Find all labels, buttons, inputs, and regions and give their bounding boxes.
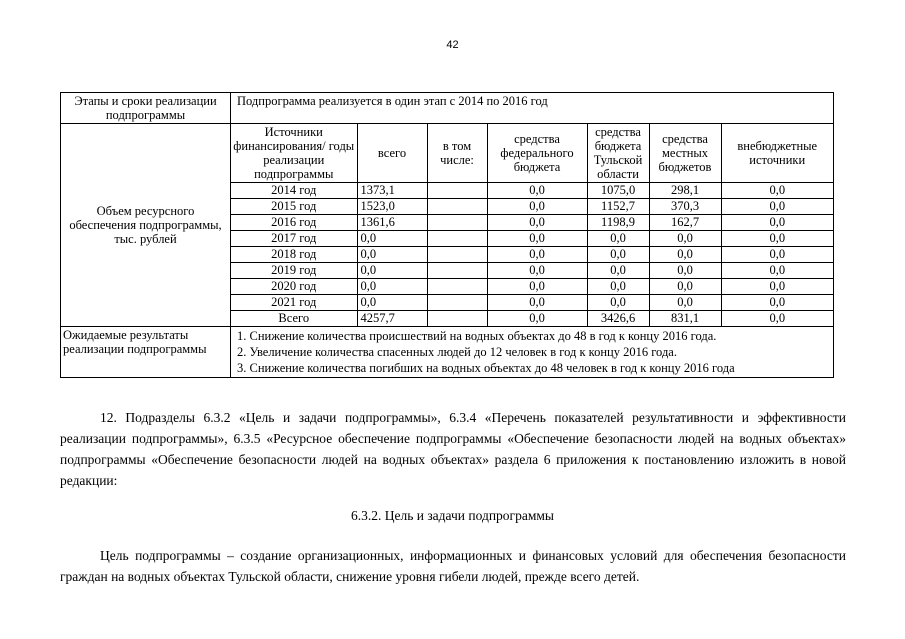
financing-row	[231, 199, 833, 215]
row-year: Всего	[231, 311, 357, 327]
stages-label: Этапы и сроки реализации подпрограммы	[61, 93, 231, 124]
row-regional: 0,0	[587, 279, 649, 295]
row-total: 0,0	[357, 247, 427, 263]
financing-row	[231, 231, 833, 247]
row-including	[427, 263, 487, 279]
stages-row	[61, 93, 834, 124]
row-including	[427, 231, 487, 247]
row-local: 0,0	[649, 231, 721, 247]
row-local: 0,0	[649, 263, 721, 279]
row-local: 162,7	[649, 215, 721, 231]
row-year: 2015 год	[231, 199, 357, 215]
row-total: 0,0	[357, 295, 427, 311]
result-item: 1. Снижение количества происшествий на водных объектах до 48 в год к концу 2016 года.	[237, 329, 717, 343]
section-heading: 6.3.2. Цель и задачи подпрограммы	[350, 508, 554, 523]
row-local: 370,3	[649, 199, 721, 215]
row-federal: 0,0	[487, 247, 587, 263]
header-including: в том числе:	[427, 124, 487, 183]
row-year: 2021 год	[231, 295, 357, 311]
row-local: 298,1	[649, 183, 721, 199]
row-including	[427, 311, 487, 327]
row-including	[427, 199, 487, 215]
row-extrabudgetary: 0,0	[721, 263, 833, 279]
row-extrabudgetary: 0,0	[721, 215, 833, 231]
row-regional: 0,0	[587, 295, 649, 311]
row-year: 2018 год	[231, 247, 357, 263]
row-federal: 0,0	[487, 263, 587, 279]
row-total: 0,0	[357, 279, 427, 295]
header-extrabudgetary: внебюджетные источники	[721, 124, 833, 183]
financing-row	[231, 263, 833, 279]
row-extrabudgetary: 0,0	[721, 279, 833, 295]
header-local: средства местных бюджетов	[649, 124, 721, 183]
row-including	[427, 215, 487, 231]
row-federal: 0,0	[487, 279, 587, 295]
financing-row	[231, 247, 833, 263]
stages-value: Подпрограмма реализуется в один этап с 2014 по 2016 год	[231, 93, 834, 124]
resources-row	[61, 124, 834, 327]
row-local: 0,0	[649, 279, 721, 295]
row-federal: 0,0	[487, 231, 587, 247]
row-including	[427, 247, 487, 263]
financing-row	[231, 183, 833, 199]
row-regional: 0,0	[587, 263, 649, 279]
row-year: 2014 год	[231, 183, 357, 199]
row-regional: 0,0	[587, 231, 649, 247]
page-number: 42	[446, 39, 459, 51]
row-year: 2017 год	[231, 231, 357, 247]
row-total: 0,0	[357, 263, 427, 279]
subprogram-passport-table	[60, 92, 834, 378]
goal-paragraph: Цель подпрограммы – создание организационных, информационных и финансовых условий для обеспечения безопасности граждан на водных объектах Тульской области, снижение уровня гибели людей, прежде всего детей.	[60, 548, 846, 584]
row-year: 2020 год	[231, 279, 357, 295]
row-year: 2016 год	[231, 215, 357, 231]
row-federal: 0,0	[487, 215, 587, 231]
financing-header-row	[231, 124, 833, 183]
row-federal: 0,0	[487, 311, 587, 327]
result-item: 2. Увеличение количества спасенных людей до 12 человек в год к концу 2016 года.	[237, 345, 677, 359]
header-sources: Источники финансирования/ годы реализации подпрограммы	[231, 124, 357, 183]
financing-table	[231, 124, 833, 326]
row-total: 0,0	[357, 231, 427, 247]
financing-row	[231, 311, 833, 327]
row-federal: 0,0	[487, 199, 587, 215]
row-local: 0,0	[649, 247, 721, 263]
row-including	[427, 183, 487, 199]
row-total: 1361,6	[357, 215, 427, 231]
results-label: Ожидаемые результаты реализации подпрограммы	[61, 327, 231, 378]
row-regional: 0,0	[587, 247, 649, 263]
row-total: 1523,0	[357, 199, 427, 215]
financing-row	[231, 295, 833, 311]
header-total: всего	[357, 124, 427, 183]
resources-label: Объем ресурсного обеспечения подпрограммы, тыс. рублей	[61, 124, 231, 327]
result-item: 3. Снижение количества погибших на водных объектах до 48 человек в год к концу 2016 года	[237, 361, 735, 375]
row-including	[427, 279, 487, 295]
row-regional: 3426,6	[587, 311, 649, 327]
row-extrabudgetary: 0,0	[721, 183, 833, 199]
row-regional: 1198,9	[587, 215, 649, 231]
row-including	[427, 295, 487, 311]
financing-row	[231, 215, 833, 231]
row-extrabudgetary: 0,0	[721, 295, 833, 311]
row-federal: 0,0	[487, 295, 587, 311]
row-extrabudgetary: 0,0	[721, 199, 833, 215]
row-regional: 1152,7	[587, 199, 649, 215]
header-federal: средства федерального бюджета	[487, 124, 587, 183]
row-regional: 1075,0	[587, 183, 649, 199]
row-extrabudgetary: 0,0	[721, 311, 833, 327]
row-extrabudgetary: 0,0	[721, 247, 833, 263]
financing-row	[231, 279, 833, 295]
paragraph-12: 12. Подразделы 6.3.2 «Цель и задачи подпрограммы», 6.3.4 «Перечень показателей результативности и эффективности реализации подпрограммы», 6.3.5 «Ресурсное обеспечение подпрограммы «Обеспечение безопасности людей на водных объектах» подпрограммы «Обеспечение безопасности людей на водных объектах» раздела 6 приложения к постановлению изложить в новой редакции:	[60, 410, 846, 488]
results-row	[61, 327, 834, 378]
row-year: 2019 год	[231, 263, 357, 279]
row-extrabudgetary: 0,0	[721, 231, 833, 247]
header-regional: средства бюджета Тульской области	[587, 124, 649, 183]
row-federal: 0,0	[487, 183, 587, 199]
row-total: 4257,7	[357, 311, 427, 327]
row-local: 831,1	[649, 311, 721, 327]
row-total: 1373,1	[357, 183, 427, 199]
row-local: 0,0	[649, 295, 721, 311]
